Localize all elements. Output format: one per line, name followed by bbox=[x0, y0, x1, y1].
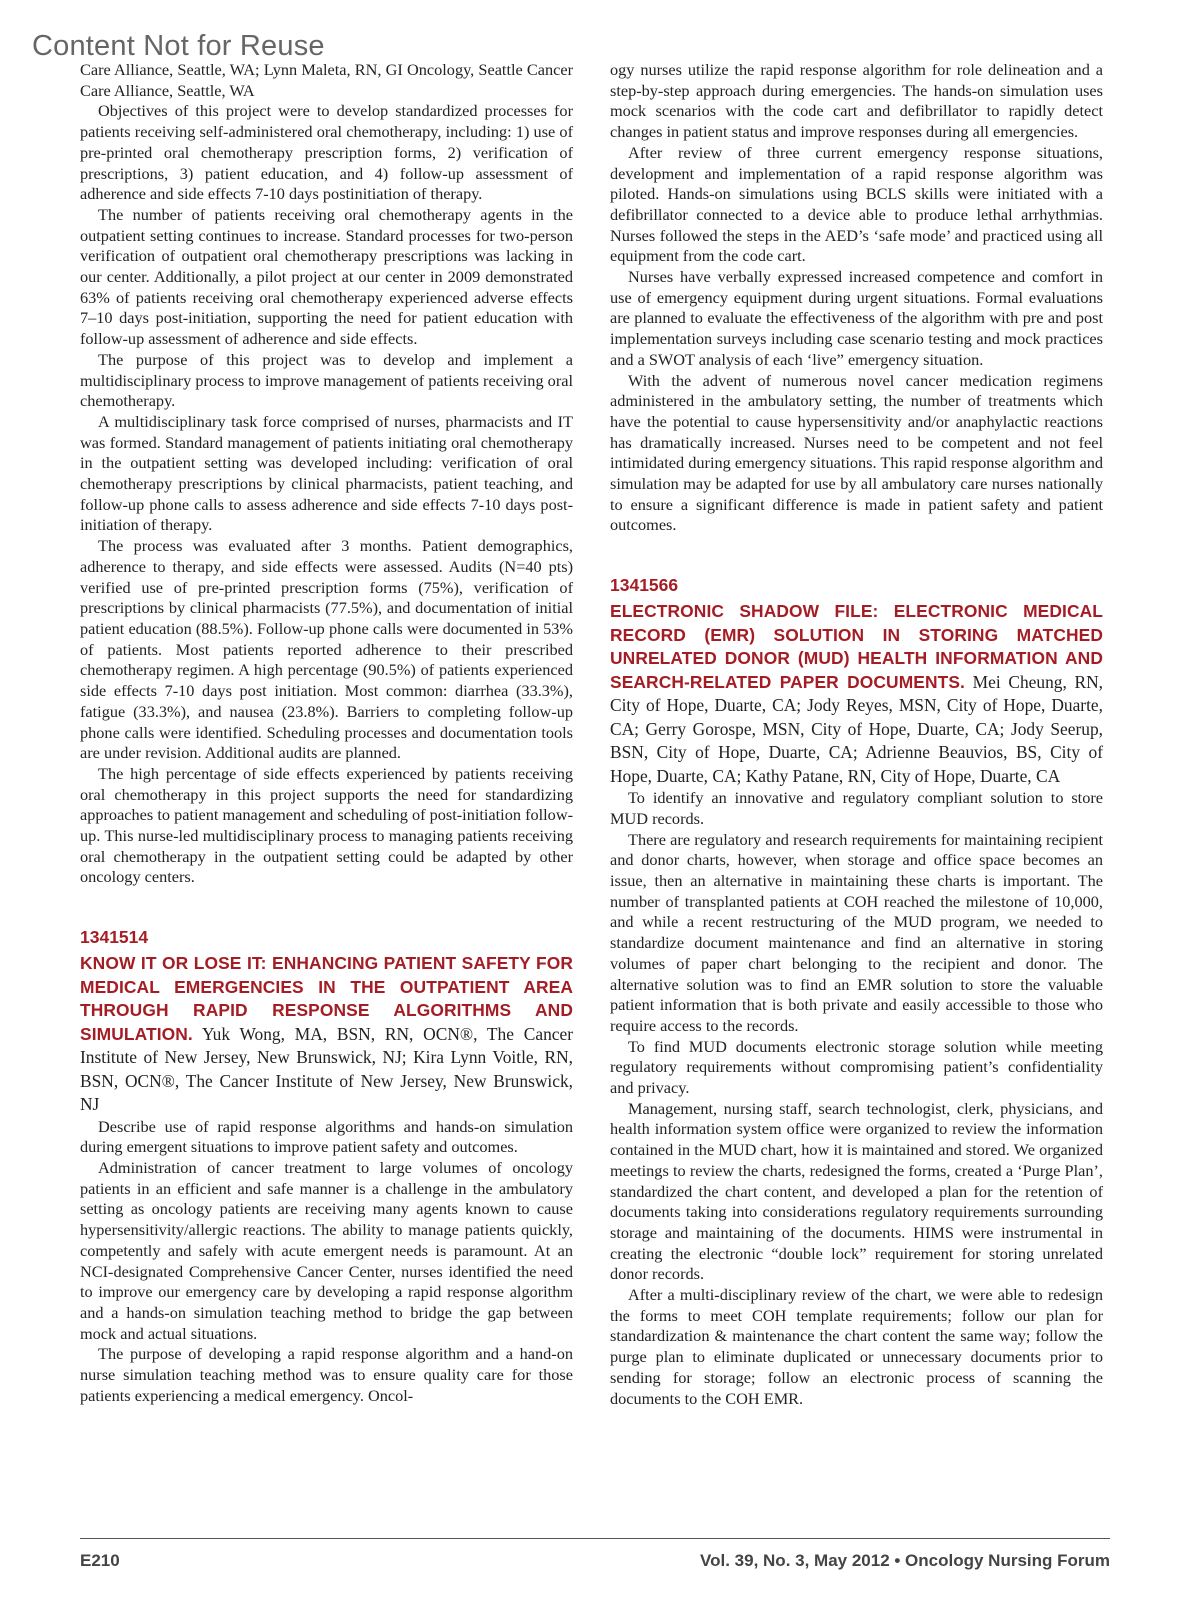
abstract-paragraph-continued: ogy nurses utilize the rapid response algorithm for role delineation and a step-by-step approach during emergencies. The hands-on simulation uses mock scenarios with the code cart and defibrillator to rapidly detect changes in patient status and improve responses during all emergencies. bbox=[610, 60, 1103, 142]
abstract-title: KNOW IT OR LOSE IT: ENHANCING PATIENT SAFETY FOR MEDICAL EMERGENCIES IN THE OUTPATIENT AREA THROUGH RAPID RESPONSE ALGORITHMS AND SIMULATION. bbox=[80, 953, 573, 1044]
watermark: Content Not for Reuse bbox=[32, 30, 325, 62]
abstract-paragraph: There are regulatory and research requirements for maintaining recipient and donor charts, however, when storage and office space becomes an issue, then an alternative in maintaining these charts is important. The number of transplanted patients at COH reached the milestone of 10,000, and while a recent restructuring of the MUD program, we needed to standardize document maintenance and find an alternative in storing volumes of paper chart belonging to the recipient and donor. The alternative solution was to find an EMR solution to store the valuable patient information that is both private and easily accessible to those who require access to the records. bbox=[610, 829, 1103, 1035]
abstract-paragraph: Objectives of this project were to develop standardized processes for patients receiving self-administered oral chemotherapy, including: 1) use of pre-printed oral chemotherapy prescription forms, 2) verification of prescriptions, 3) patient education, and 4) follow-up assessment of adherence and side effects 7-10 days postinitiation of therapy. bbox=[80, 101, 573, 204]
abstract-id: 1341514 bbox=[80, 927, 149, 948]
abstract-paragraph: The high percentage of side effects experienced by patients receiving oral chemotherapy in this project supports the need for standardizing approaches to patient management and scheduling of post-initiation follow-up. This nurse-led multidisciplinary process to managing patients receiving oral chemotherapy in the outpatient setting could be adapted by other oncology centers. bbox=[80, 763, 573, 887]
abstract-heading bbox=[80, 952, 573, 1117]
abstract-heading bbox=[610, 600, 1103, 788]
abstract-paragraph: After a multi-disciplinary review of the chart, we were able to redesign the forms to meet COH template requirements; follow our plan for standardization & maintenance the chart content the same way; follow the purge plan to eliminate duplicated or unnecessary documents prior to sending for storage; follow an electronic process of scanning the documents to the COH EMR. bbox=[610, 1285, 1103, 1408]
abstract-paragraph: The number of patients receiving oral chemotherapy agents in the outpatient setting continues to increase. Standard processes for two-person verification of outpatient oral chemotherapy prescriptions was lacking in our center. Additionally, a pilot project at our center in 2009 demonstrated 63% of patients receiving oral chemotherapy experienced adverse effects 7–10 days post-initiation, supporting the need for patient education with follow-up assessment of adherence and side effects. bbox=[80, 204, 573, 349]
abstract-paragraph: The purpose of this project was to develop and implement a multidisciplinary process to improve management of patients receiving oral chemotherapy. bbox=[80, 349, 573, 411]
abstract-id: 1341566 bbox=[610, 575, 679, 596]
abstract-paragraph: After review of three current emergency response situations, development and implementation of a rapid response algorithm was piloted. Hands-on simulations using BCLS skills were initiated with a defibrillator connected to a device able to produce lethal arrhythmias. Nurses followed the steps in the AED’s ‘safe mode’ and practiced using all equipment from the code cart. bbox=[610, 142, 1103, 266]
abstract-paragraph: Describe use of rapid response algorithms and hands-on simulation during emergent situations to improve patient safety and outcomes. bbox=[80, 1116, 573, 1157]
abstract-paragraph: With the advent of numerous novel cancer medication regimens administered in the ambulatory setting, the number of treatments which have the potential to cause hypersensitivity and/or anaphylactic reactions has dramatically increased. Nurses need to be competent and not feel intimidated during emergency situations. This rapid response algorithm and simulation may be adapted for use by all ambulatory care nurses nationally to ensure a significant difference is made in patient safety and patient outcomes. bbox=[610, 370, 1103, 535]
right-column bbox=[610, 60, 1103, 1409]
abstract-authors: Yuk Wong, MA, BSN, RN, OCN®, The Cancer Institute of New Jersey, New Brunswick, NJ; Kira Lynn Voitle, RN, BSN, OCN®, The Cancer Institute of New Jersey, New Brunswick, NJ bbox=[80, 1023, 573, 1115]
abstract-paragraph: Nurses have verbally expressed increased competence and comfort in use of emergency equipment during urgent situations. Formal evaluations are planned to evaluate the effectiveness of the algorithm with pre and post implementation surveys including case scenario testing and mock practices and a SWOT analysis of each ‘live” emergency situation. bbox=[610, 267, 1103, 369]
abstract-paragraph: Administration of cancer treatment to large volumes of oncology patients in an efficient and safe manner is a challenge in the ambulatory setting as oncology patients are receiving many agents known to cause hypersensitivity/allergic reactions. The ability to manage patients quickly, competently and safely with acute emergent needs is paramount. At an NCI-designated Comprehensive Cancer Center, nurses identified the need to improve our emergency care by developing a rapid response algorithm and a hands-on simulation teaching method to bridge the gap between mock and actual situations. bbox=[80, 1158, 573, 1343]
left-column bbox=[80, 60, 573, 1406]
abstract-paragraph: To identify an innovative and regulatory compliant solution to store MUD records. bbox=[610, 788, 1103, 828]
abstract-paragraph: To find MUD documents electronic storage solution while meeting regulatory requirements without compromising patient’s confidentiality and privacy. bbox=[610, 1036, 1103, 1098]
journal-citation: Vol. 39, No. 3, May 2012 • Oncology Nursing Forum bbox=[700, 1551, 1110, 1570]
abstract-paragraph: The purpose of developing a rapid response algorithm and a hand-on nurse simulation teaching method was to ensure quality care for those patients experiencing a medical emergency. Oncol- bbox=[80, 1344, 573, 1405]
abstract-authors: Mei Cheung, RN, City of Hope, Duarte, CA; Jody Reyes, MSN, City of Hope, Duarte, CA; Gerry Gorospe, MSN, City of Hope, Duarte, CA; Jody Seerup, BSN, City of Hope, Duarte, CA; Adrienne Beauvios, BS, City of Hope, Duarte, CA; Kathy Patane, RN, City of Hope, Duarte, CA bbox=[610, 671, 1103, 786]
abstract-title: ELECTRONIC SHADOW FILE: ELECTRONIC MEDICAL RECORD (EMR) SOLUTION IN STORING MATCHED UNRELATED DONOR (MUD) HEALTH INFORMATION AND SEARCH-RELATED PAPER DOCUMENTS. bbox=[610, 601, 1103, 692]
footer-divider bbox=[80, 1538, 1110, 1539]
page-number: E210 bbox=[80, 1551, 120, 1570]
author-affiliation-continued: Care Alliance, Seattle, WA; Lynn Maleta, RN, GI Oncology, Seattle Cancer Care Alliance, Seattle, WA bbox=[80, 60, 573, 100]
abstract-paragraph: The process was evaluated after 3 months. Patient demographics, adherence to therapy, and side effects were assessed. Audits (N=40 pts) verified use of pre-printed prescription forms (75%), verification of prescriptions by clinical pharmacists (77.5%), and documentation of initial patient education (88.5%). Follow-up phone calls were documented in 53% of patients. Most patients reported adherence to their prescribed chemotherapy regimen. A high percentage (90.5%) of patients experienced side effects 7-10 days post initiation. Most common: diarrhea (33.3%), fatigue (33.3%), and nausea (23.8%). Barriers to completing follow-up phone calls were identified. Scheduling processes and documentation tools are under revision. Additional audits are planned. bbox=[80, 536, 573, 763]
abstract-paragraph: Management, nursing staff, search technologist, clerk, physicians, and health information system office were organized to review the information contained in the MUD chart, how it is maintained and stored. We organized meetings to review the charts, redesigned the forms, created a ‘Purge Plan’, standardized the chart content, and developed a plan for the retention of documents taking into considerations regulatory requirements surrounding storage and maintaining of the documents. HIMS were instrumental in creating the electronic “double lock” requirement for storing unrelated donor records. bbox=[610, 1098, 1103, 1284]
abstract-paragraph: A multidisciplinary task force comprised of nurses, pharmacists and IT was formed. Standard management of patients initiating oral chemotherapy in the outpatient setting was developed including: verification of oral chemotherapy prescriptions by clinical pharmacists, patient teaching, and follow-up phone calls to assess adherence and side effects 7-10 days post-initiation of therapy. bbox=[80, 411, 573, 535]
